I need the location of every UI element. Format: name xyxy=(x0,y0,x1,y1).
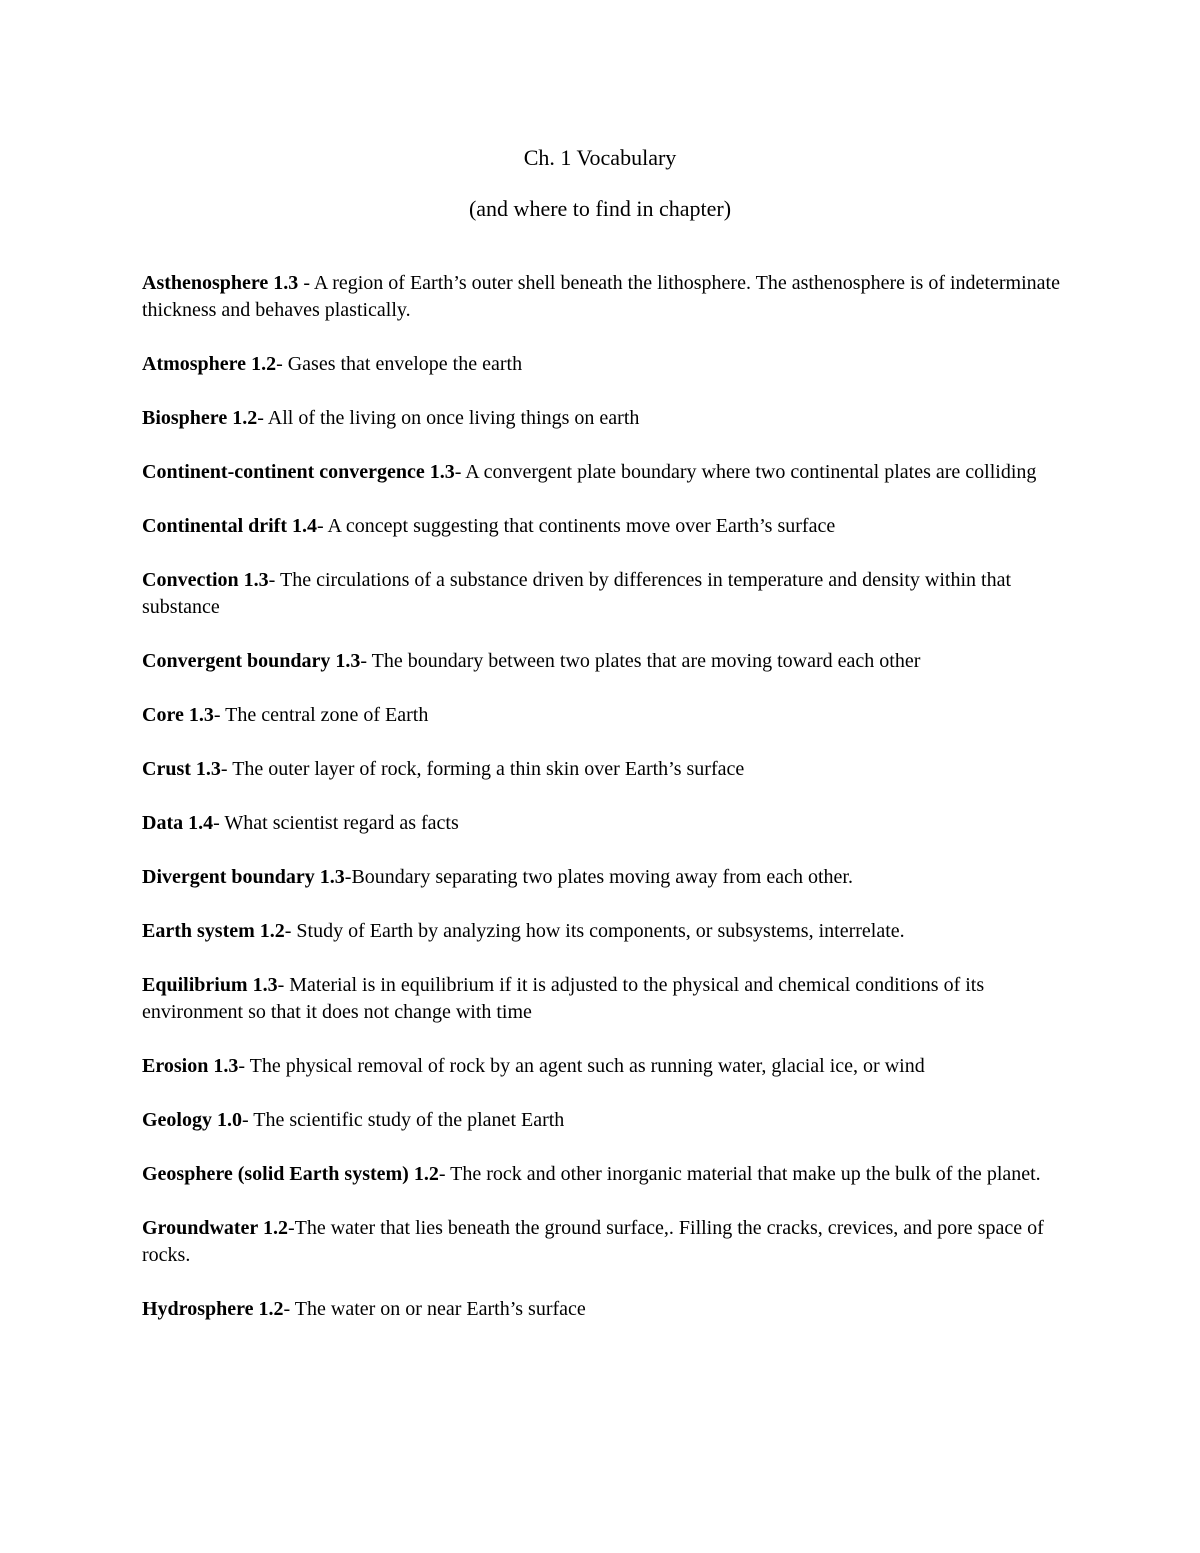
vocabulary-term: Crust 1.3 xyxy=(142,758,221,780)
vocabulary-term: Convergent boundary 1.3 xyxy=(142,650,361,672)
vocabulary-term: Groundwater 1.2 xyxy=(142,1217,288,1239)
vocabulary-definition: - The scientific study of the planet Earth xyxy=(242,1109,565,1131)
vocabulary-list xyxy=(142,270,1062,1350)
vocabulary-definition: - The rock and other inorganic material that make up the bulk of the planet. xyxy=(438,1163,1041,1185)
vocabulary-definition: - Study of Earth by analyzing how its components, or subsystems, interrelate. xyxy=(284,920,905,942)
vocabulary-term: Hydrosphere 1.2 xyxy=(142,1298,284,1320)
vocabulary-term: Erosion 1.3 xyxy=(142,1055,239,1077)
vocabulary-term: Convection 1.3 xyxy=(142,569,269,591)
vocabulary-entry xyxy=(142,972,1062,1026)
vocabulary-definition: - A convergent plate boundary where two continental plates are colliding xyxy=(454,461,1037,483)
vocabulary-term: Data 1.4 xyxy=(142,812,214,834)
vocabulary-entry xyxy=(142,864,1062,891)
vocabulary-term: Divergent boundary 1.3 xyxy=(142,866,345,888)
document-title: Ch. 1 Vocabulary xyxy=(523,145,677,170)
vocabulary-definition: - The outer layer of rock, forming a thin skin over Earth’s surface xyxy=(220,758,745,780)
document-subtitle: (and where to find in chapter) xyxy=(468,196,732,221)
vocabulary-definition: - The physical removal of rock by an agent such as running water, glacial ice, or wind xyxy=(238,1055,925,1077)
vocabulary-term: Biosphere 1.2 xyxy=(142,407,258,429)
vocabulary-term: Core 1.3 xyxy=(142,704,214,726)
vocabulary-definition: -Boundary separating two plates moving away from each other. xyxy=(344,866,853,888)
vocabulary-definition: - A region of Earth’s outer shell beneath the lithosphere. The asthenosphere is of indeterminate thickness and behaves plastically. xyxy=(142,272,1060,321)
vocabulary-entry xyxy=(142,1215,1062,1269)
vocabulary-entry xyxy=(142,702,1062,729)
vocabulary-entry xyxy=(142,1296,1062,1323)
vocabulary-definition: - What scientist regard as facts xyxy=(213,812,459,834)
vocabulary-definition: -The water that lies beneath the ground surface,. Filling the cracks, crevices, and pore space of rocks. xyxy=(142,1217,1044,1266)
vocabulary-term: Equilibrium 1.3 xyxy=(142,974,278,996)
vocabulary-term: Geosphere (solid Earth system) 1.2 xyxy=(142,1163,439,1185)
vocabulary-entry xyxy=(142,459,1062,486)
vocabulary-entry xyxy=(142,567,1062,621)
vocabulary-term: Continental drift 1.4 xyxy=(142,515,317,537)
vocabulary-entry xyxy=(142,810,1062,837)
vocabulary-definition: - Gases that envelope the earth xyxy=(276,353,523,375)
vocabulary-entry xyxy=(142,270,1062,324)
vocabulary-entry xyxy=(142,1161,1062,1188)
vocabulary-term: Geology 1.0 xyxy=(142,1109,242,1131)
vocabulary-entry xyxy=(142,918,1062,945)
vocabulary-definition: - The water on or near Earth’s surface xyxy=(283,1298,586,1320)
vocabulary-entry xyxy=(142,648,1062,675)
vocabulary-definition: - The circulations of a substance driven by differences in temperature and density within that substance xyxy=(142,569,1012,618)
vocabulary-entry xyxy=(142,405,1062,432)
vocabulary-definition: - The central zone of Earth xyxy=(213,704,429,726)
vocabulary-term: Asthenosphere 1.3 xyxy=(142,272,299,294)
vocabulary-entry xyxy=(142,1053,1062,1080)
vocabulary-term: Continent-continent convergence 1.3 xyxy=(142,461,455,483)
vocabulary-entry xyxy=(142,756,1062,783)
vocabulary-term: Atmosphere 1.2 xyxy=(142,353,277,375)
vocabulary-entry xyxy=(142,513,1062,540)
vocabulary-entry xyxy=(142,1107,1062,1134)
vocabulary-definition: - All of the living on once living things on earth xyxy=(257,407,640,429)
vocabulary-entry xyxy=(142,351,1062,378)
vocabulary-definition: - The boundary between two plates that are moving toward each other xyxy=(360,650,921,672)
vocabulary-definition: - A concept suggesting that continents move over Earth’s surface xyxy=(317,515,836,537)
vocabulary-term: Earth system 1.2 xyxy=(142,920,285,942)
vocabulary-definition: - Material is in equilibrium if it is adjusted to the physical and chemical conditions of its environment so that it does not change with time xyxy=(142,974,985,1023)
